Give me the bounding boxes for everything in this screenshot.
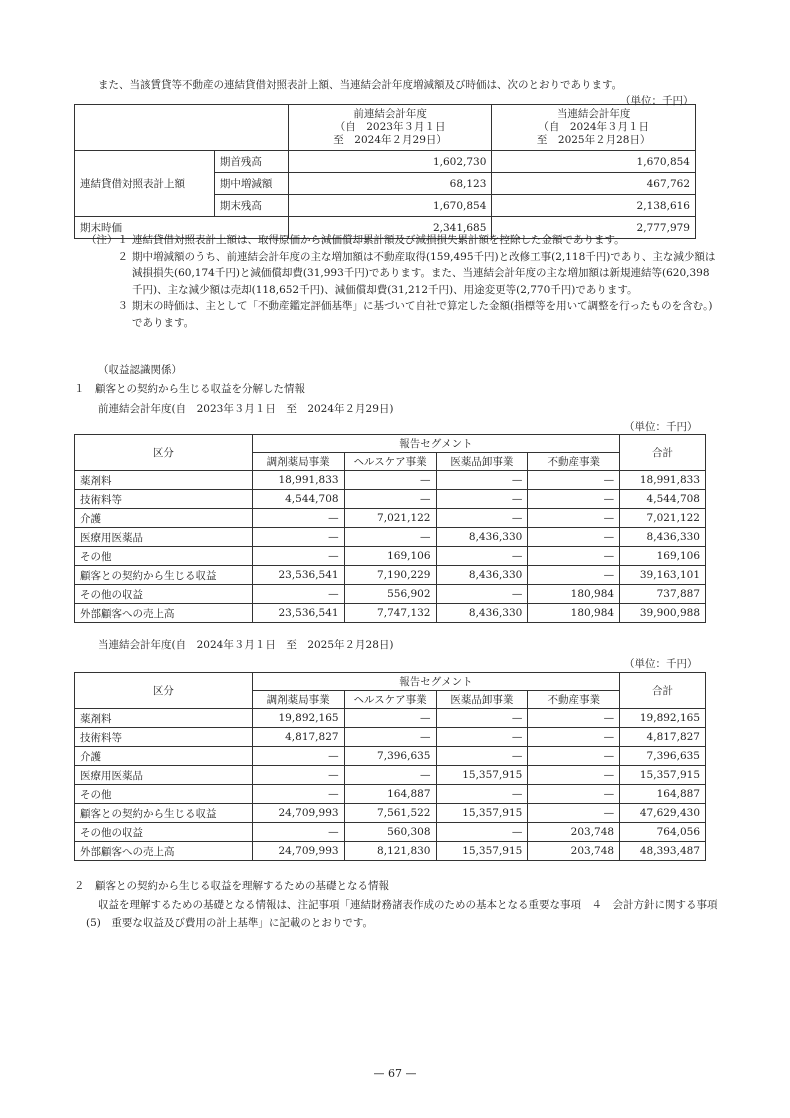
unit-label-3: （単位：千円） [624, 658, 698, 670]
unit-label-1: （単位：千円） [620, 95, 694, 107]
segment-col-header: 調剤薬局事業 [252, 691, 344, 709]
value-cell: 203,748 [528, 842, 620, 861]
value-cell: — [528, 490, 620, 509]
value-cell: 7,396,635 [620, 747, 706, 766]
value-cell: — [344, 471, 436, 490]
value-cell: — [252, 528, 344, 547]
prev-period-label: 前連結会計年度(自 2023年３月１日 至 2024年２月29日) [98, 403, 394, 415]
group-label: 連結貸借対照表計上額 [75, 151, 215, 217]
fair-value-label: 期末時価 [75, 217, 289, 239]
value-cell: 2,138,616 [492, 195, 696, 217]
segment-col-header: 不動産事業 [528, 691, 620, 709]
row-label: 介護 [75, 747, 253, 766]
value-cell: — [528, 566, 620, 585]
value-cell: — [528, 509, 620, 528]
item-2-heading: ２ 顧客との契約から生じる収益を理解するための基礎となる情報 [74, 880, 389, 892]
value-cell: — [252, 747, 344, 766]
item-1-heading: １ 顧客との契約から生じる収益を分解した情報 [74, 383, 305, 395]
value-cell: — [252, 823, 344, 842]
value-cell: — [436, 709, 528, 728]
value-cell: — [436, 785, 528, 804]
row-label: その他の収益 [75, 585, 253, 604]
table-row [75, 471, 706, 490]
table-row [75, 585, 706, 604]
value-cell: — [252, 585, 344, 604]
table-row [75, 604, 706, 623]
value-cell: 556,902 [344, 585, 436, 604]
value-cell: 15,357,915 [620, 766, 706, 785]
value-cell: 1,670,854 [288, 195, 492, 217]
real-estate-table [74, 104, 696, 239]
value-cell: 39,900,988 [620, 604, 706, 623]
value-cell: 68,123 [288, 173, 492, 195]
value-cell: — [436, 728, 528, 747]
value-cell: — [528, 728, 620, 747]
value-cell: — [252, 547, 344, 566]
value-cell: 4,817,827 [252, 728, 344, 747]
value-cell: 48,393,487 [620, 842, 706, 861]
revenue-table-cur [74, 672, 706, 861]
row-label: 顧客との契約から生じる収益 [75, 804, 253, 823]
value-cell: 180,984 [528, 604, 620, 623]
value-cell: 764,056 [620, 823, 706, 842]
segment-col-header: ヘルスケア事業 [344, 453, 436, 471]
kubun-header: 区分 [75, 435, 253, 471]
row-label: 期中増減額 [214, 173, 288, 195]
value-cell: — [436, 547, 528, 566]
item-2-body: 収益を理解するための基礎となる情報は、注記事項「連結財務諸表作成のための基本となる重要な事項 ４ 会計方針に関する事項 (5) 重要な収益及び費用の計上基準」に記載のとおりです。 [86, 899, 728, 929]
value-cell: — [436, 509, 528, 528]
value-cell: 467,762 [492, 173, 696, 195]
row-label: 技術料等 [75, 490, 253, 509]
value-cell: 203,748 [528, 823, 620, 842]
row-label: その他の収益 [75, 823, 253, 842]
value-cell: — [344, 709, 436, 728]
value-cell: — [528, 785, 620, 804]
value-cell: — [436, 747, 528, 766]
notes: （注）１ 連結貸借対照表計上額は、取得原価から減価償却累計額及び減損損失累計額を控除した金額であります。 ２ 期中増減額のうち、前連結会計年度の主な増加額は不動産取得(159,495千円)と改修工事(2,118千円)であり、主な減少額は減損損失(60,174千円)と減価償却費(31,993千円)であります。また、当連結会計年度の主な増加額は新規連結等(620,398千円)、主な減少額は売却(118,652千円)、減価償却費(31,212千円)、用途変更等(2,770千円)であります。 ３ 期末の時価は、主として「不動産鑑定評価基準」に基づいて自社で算定した金額(指標等を用いて調整を行ったものを含む。)であります。 [86, 234, 716, 329]
value-cell: — [344, 728, 436, 747]
segment-col-header: 調剤薬局事業 [252, 453, 344, 471]
value-cell: 7,190,229 [344, 566, 436, 585]
value-cell: — [252, 766, 344, 785]
total-header: 合計 [620, 673, 706, 709]
value-cell: — [528, 709, 620, 728]
value-cell: 18,991,833 [252, 471, 344, 490]
row-label: 顧客との契約から生じる収益 [75, 566, 253, 585]
value-cell: 8,436,330 [436, 566, 528, 585]
table-row [75, 509, 706, 528]
page-number: — 67 — [373, 1067, 417, 1080]
table-row [75, 728, 706, 747]
value-cell: 7,021,122 [344, 509, 436, 528]
value-cell: 7,021,122 [620, 509, 706, 528]
value-cell: 4,817,827 [620, 728, 706, 747]
table-row [75, 490, 706, 509]
value-cell: 7,561,522 [344, 804, 436, 823]
value-cell: 24,709,993 [252, 804, 344, 823]
value-cell: 19,892,165 [620, 709, 706, 728]
value-cell: 15,357,915 [436, 842, 528, 861]
value-cell: — [436, 490, 528, 509]
table-row [75, 804, 706, 823]
value-cell: — [344, 490, 436, 509]
value-cell: — [528, 804, 620, 823]
section-title: （収益認識関係） [98, 364, 182, 376]
value-cell: 7,747,132 [344, 604, 436, 623]
row-label: その他 [75, 785, 253, 804]
value-cell: — [436, 823, 528, 842]
value-cell: 8,436,330 [436, 604, 528, 623]
row-label: 期末残高 [214, 195, 288, 217]
value-cell: 169,106 [620, 547, 706, 566]
value-cell: 4,544,708 [620, 490, 706, 509]
kubun-header: 区分 [75, 673, 253, 709]
segment-col-header: 医薬品卸事業 [436, 453, 528, 471]
value-cell: 8,436,330 [620, 528, 706, 547]
row-label: 外部顧客への売上高 [75, 604, 253, 623]
intro-text: また、当該賃貸等不動産の連結貸借対照表計上額、当連結会計年度増減額及び時価は、次のとおりであります。 [98, 79, 623, 91]
value-cell: 180,984 [528, 585, 620, 604]
value-cell: 15,357,915 [436, 804, 528, 823]
value-cell: — [528, 528, 620, 547]
value-cell: — [252, 785, 344, 804]
cur-period-label: 当連結会計年度(自 2024年３月１日 至 2025年２月28日) [98, 639, 394, 651]
value-cell: — [344, 766, 436, 785]
segment-col-header: 医薬品卸事業 [436, 691, 528, 709]
report-segment-header: 報告セグメント [252, 435, 619, 453]
row-label: 外部顧客への売上高 [75, 842, 253, 861]
value-cell: 560,308 [344, 823, 436, 842]
value-cell: 8,121,830 [344, 842, 436, 861]
value-cell: 47,629,430 [620, 804, 706, 823]
segment-col-header: ヘルスケア事業 [344, 691, 436, 709]
revenue-table-prev [74, 434, 706, 623]
row-label: 介護 [75, 509, 253, 528]
table-row [75, 747, 706, 766]
value-cell: 23,536,541 [252, 566, 344, 585]
value-cell: — [252, 509, 344, 528]
row-label: 薬剤料 [75, 709, 253, 728]
value-cell: — [528, 766, 620, 785]
segment-col-header: 不動産事業 [528, 453, 620, 471]
value-cell: 15,357,915 [436, 766, 528, 785]
table-row [75, 823, 706, 842]
value-cell: — [528, 747, 620, 766]
total-header: 合計 [620, 435, 706, 471]
value-cell: — [436, 585, 528, 604]
table-row [75, 566, 706, 585]
value-cell: 8,436,330 [436, 528, 528, 547]
value-cell: 39,163,101 [620, 566, 706, 585]
table-row [75, 842, 706, 861]
blank-header-cell [75, 105, 289, 151]
value-cell: 18,991,833 [620, 471, 706, 490]
value-cell: 164,887 [620, 785, 706, 804]
row-label: 期首残高 [214, 151, 288, 173]
value-cell: 164,887 [344, 785, 436, 804]
report-segment-header: 報告セグメント [252, 673, 619, 691]
row-label: 医療用医薬品 [75, 528, 253, 547]
value-cell: 737,887 [620, 585, 706, 604]
value-cell: 2,341,685 [288, 217, 492, 239]
table-row [75, 766, 706, 785]
row-label: 技術料等 [75, 728, 253, 747]
value-cell: 1,670,854 [492, 151, 696, 173]
table-row [75, 528, 706, 547]
value-cell: 19,892,165 [252, 709, 344, 728]
table-row [75, 547, 706, 566]
value-cell: 169,106 [344, 547, 436, 566]
value-cell: — [528, 547, 620, 566]
header-prev-year: 前連結会計年度 （自 2023年３月１日 至 2024年２月29日） [288, 105, 492, 151]
row-label: 薬剤料 [75, 471, 253, 490]
table-row [75, 709, 706, 728]
value-cell: 7,396,635 [344, 747, 436, 766]
value-cell: 2,777,979 [492, 217, 696, 239]
value-cell: — [436, 471, 528, 490]
unit-label-2: （単位：千円） [624, 421, 698, 433]
value-cell: 4,544,708 [252, 490, 344, 509]
row-label: その他 [75, 547, 253, 566]
value-cell: 1,602,730 [288, 151, 492, 173]
value-cell: 23,536,541 [252, 604, 344, 623]
value-cell: 24,709,993 [252, 842, 344, 861]
value-cell: — [528, 471, 620, 490]
row-label: 医療用医薬品 [75, 766, 253, 785]
table-row [75, 785, 706, 804]
value-cell: — [344, 528, 436, 547]
header-cur-year: 当連結会計年度 （自 2024年３月１日 至 2025年２月28日） [492, 105, 696, 151]
